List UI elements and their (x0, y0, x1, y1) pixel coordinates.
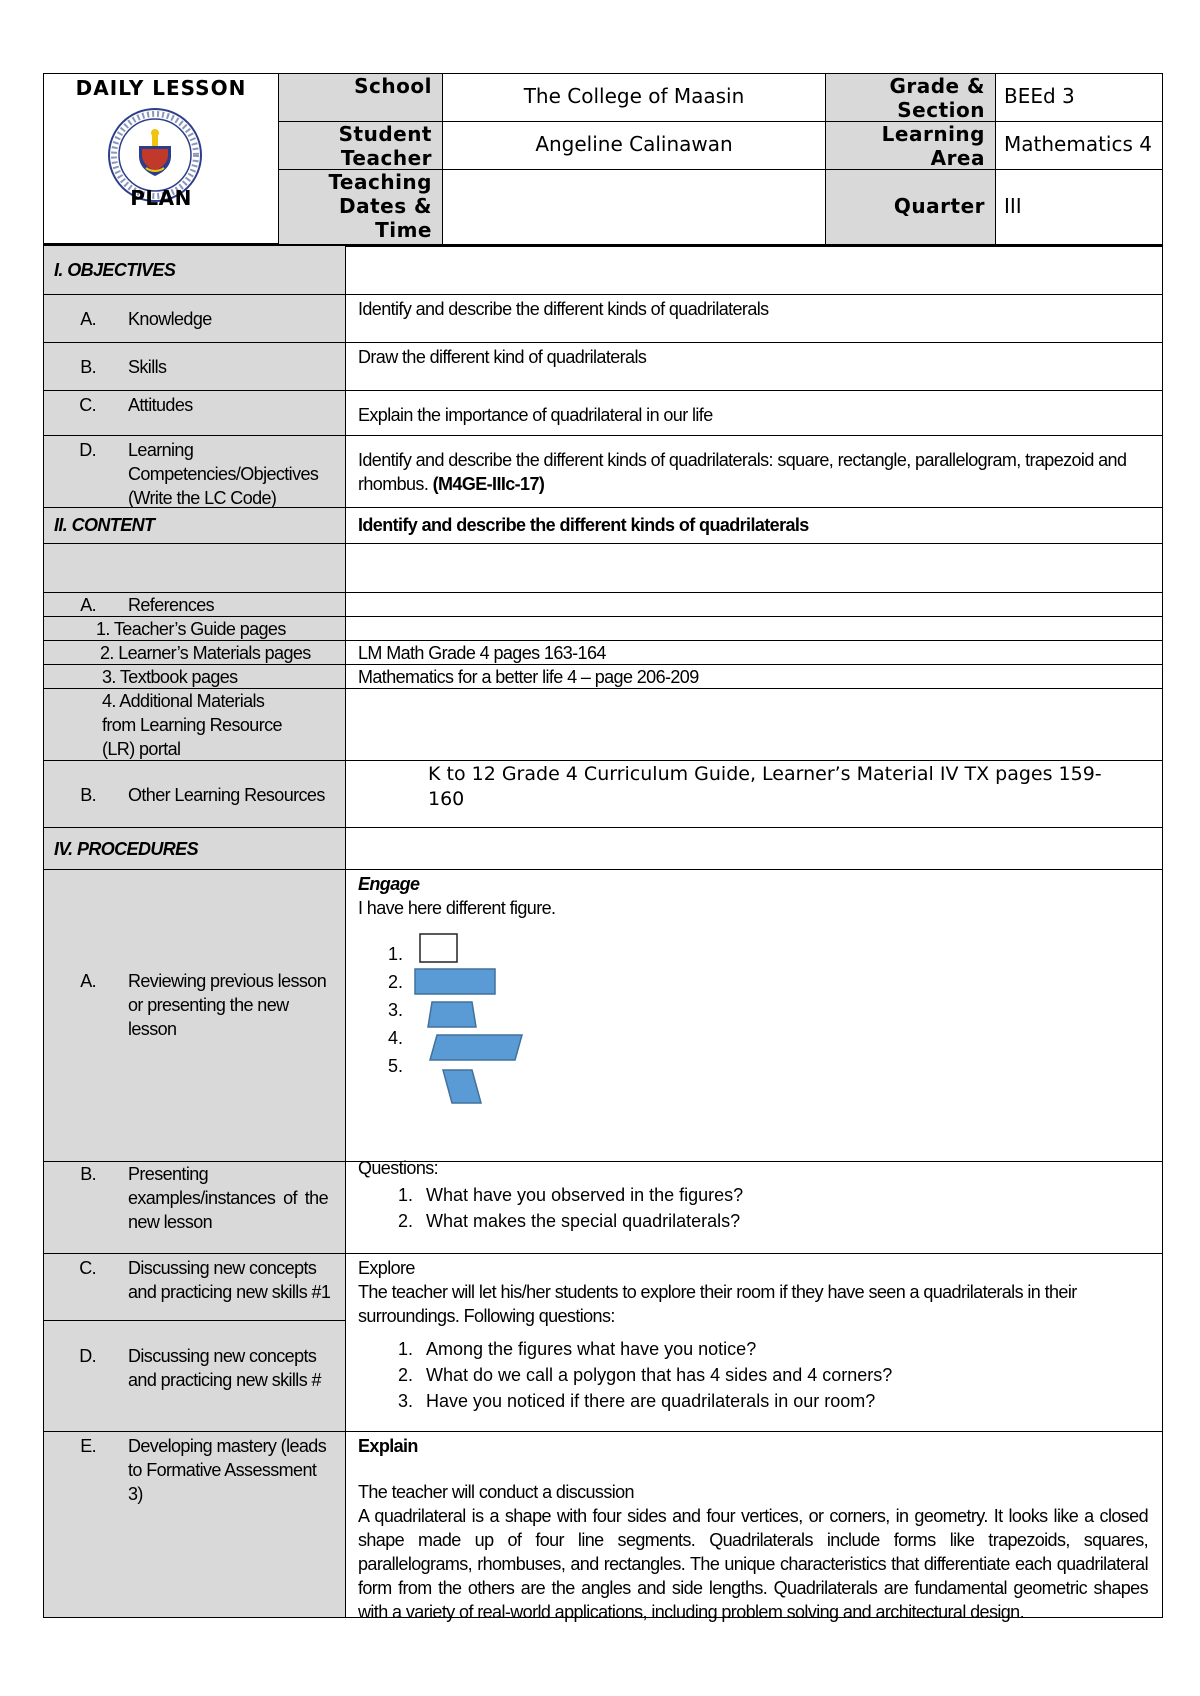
presenting-row: B. Presenting examples/instances of the new lesson Questions: 1. What have you observed in the figures? 2. What makes the special quadrilaterals? (43, 1162, 1163, 1254)
student-label: Student Teacher (279, 122, 443, 170)
procedures-heading-row (43, 828, 1163, 870)
discussing-1-label: Discussing new concepts and practicing new skills #1 (128, 1258, 331, 1302)
list-item: 1. Among the figures what have you notice? (418, 1336, 1162, 1362)
lc-code: (M4GE-IIIc-17) (432, 474, 545, 494)
knowledge-label: Knowledge (128, 309, 212, 329)
school-label: School (279, 74, 443, 122)
reviewing-label: Reviewing previous lesson or presenting the new lesson (128, 971, 327, 1039)
objectives-heading: I. OBJECTIVES (54, 260, 176, 280)
questions-list (346, 1182, 1162, 1234)
content-value: Identify and describe the different kinds of quadrilaterals (358, 515, 809, 535)
presenting-label: Presenting examples/instances of the new lesson (128, 1164, 328, 1232)
explore-block (358, 1256, 1152, 1328)
title-top: DAILY LESSON (75, 76, 247, 100)
other-resources-label: Other Learning Resources (128, 785, 325, 805)
rhombus-shape (443, 1070, 481, 1103)
area-value: Mathematics 4 (996, 122, 1162, 170)
dates-value (443, 170, 826, 244)
rectangle-shape (415, 969, 495, 994)
quarter-label: Quarter (826, 170, 996, 244)
explain-title: Explain (358, 1436, 418, 1456)
explore-text: The teacher will let his/her students to explore their room if they have seen a quadrilaterals in their surroundings. Following questions: (358, 1282, 1077, 1326)
questions-title: Questions: (358, 1158, 439, 1178)
competencies-row: D. Learning Competencies/Objectives (Write the LC Code) Identify and describe the different kinds of quadrilaterals: square, rectangle, parallelogram, trapezoid and rhombus. (M4GE-IIIc-17) (43, 436, 1163, 508)
explain-block (358, 1434, 1148, 1624)
content-heading: II. CONTENT (54, 515, 155, 535)
header-table (43, 73, 1163, 245)
engage-title: Engage (358, 874, 420, 894)
skills-value: Draw the different kind of quadrilaterals (358, 347, 647, 367)
skills-row: B. Skills Draw the different kind of quadrilaterals (43, 343, 1163, 391)
quadrilateral-figures (410, 925, 530, 1115)
lm-row (43, 641, 1163, 665)
school-value: The College of Maasin (443, 74, 826, 122)
figure-number-list: 1. 2. 3. 4. 5. (388, 944, 404, 1076)
developing-mastery-row: E. Developing mastery (leads to Formative Assessment 3) Explain The teacher will conduct a discussion A quadrilateral is a shape with four sides and four vertices, or corners, in geometry. It looks like a closed shape made up of four line segments. Quadrilaterals include forms like trapezoids, squares, parallelograms, rhombuses, and rectangles. The unique characteristics that differentiate each quadrilateral form from the others are the angles and side lengths. Quadrilaterals are fundamental geometric shapes with a variety of real-world applications, including problem solving and architectural design. (43, 1432, 1163, 1618)
other-resources-value: K to 12 Grade 4 Curriculum Guide, Learner’s Material IV TX pages 159-160 (428, 762, 1108, 812)
skills-label: Skills (128, 357, 167, 377)
grade-label: Grade & Section (826, 74, 996, 122)
lm-label: 2. Learner’s Materials pages (100, 643, 311, 663)
list-item: 2. What do we call a polygon that has 4 sides and 4 corners? (418, 1362, 1162, 1388)
explore-title: Explore (358, 1258, 415, 1278)
discussing-2-label: Discussing new concepts and practicing new skills # (128, 1346, 321, 1390)
additional-row (43, 689, 1163, 761)
blank-row (43, 544, 1163, 593)
additional-label: 4. Additional Materials from Learning Resource (LR) portal (102, 691, 282, 759)
competencies-value: Identify and describe the different kinds of quadrilaterals: square, rectangle, parallelogram, trapezoid and rhombus. (M4GE-IIIc-17) (358, 450, 1127, 494)
list-item: 3. Have you noticed if there are quadrilaterals in our room? (418, 1388, 1162, 1414)
textbook-label: 3. Textbook pages (102, 667, 238, 687)
list-item: 1. What have you observed in the figures? (418, 1182, 1162, 1208)
grade-value: BEEd 3 (996, 74, 1162, 122)
dates-label: Teaching Dates & Time (279, 170, 443, 244)
engage-text: I have here different figure. (358, 898, 556, 918)
title-block (44, 74, 279, 244)
textbook-value: Mathematics for a better life 4 – page 206-209 (358, 667, 699, 687)
attitudes-label: Attitudes (128, 395, 193, 415)
lm-value: LM Math Grade 4 pages 163-164 (358, 643, 606, 663)
developing-mastery-label: Developing mastery (leads to Formative Assessment 3) (128, 1436, 327, 1504)
objectives-heading-row (43, 246, 1163, 295)
reviewing-row: A. Reviewing previous lesson or presenting the new lesson Engage I have here different figure. (43, 870, 1163, 1162)
explain-text: A quadrilateral is a shape with four sides and four vertices, or corners, in geometry. It looks like a closed shape made up of four line segments. Quadrilaterals include forms like trapezoids, squares, parallelograms, rhombuses, and rectangles. The unique characteristics that differentiate each quadrilateral form from the others are the angles and side lengths. Quadrilaterals are fundamental geometric shapes with a variety of real-world applications, including problem solving and architectural design. (358, 1506, 1148, 1622)
content-row (43, 508, 1163, 544)
discussing-rows: C. Discussing new concepts and practicing new skills #1 D. Discussing new concepts and practicing new skills # Explore The teacher will let his/her students to explore their room if they have seen a quadrilaterals in their surroundings. Following questions: 1. Among the figures what have you notice? 2. What do we call a polygon that has 4 sides and 4 corners? 3. Have you noticed if there are quadrilaterals in our room? (43, 1254, 1163, 1432)
student-value: Angeline Calinawan (443, 122, 826, 170)
textbook-row (43, 665, 1163, 689)
attitudes-row: C. Attitudes Explain the importance of quadrilateral in our life (43, 391, 1163, 436)
other-resources-row: B. Other Learning Resources K to 12 Grade 4 Curriculum Guide, Learner’s Material IV TX pages 159-160 (43, 761, 1163, 828)
attitudes-value: Explain the importance of quadrilateral in our life (358, 405, 713, 425)
knowledge-value: Identify and describe the different kinds of quadrilaterals (358, 299, 769, 319)
references-label: References (128, 595, 215, 615)
title-bottom: PLAN (130, 186, 192, 210)
knowledge-row: A. Knowledge Identify and describe the different kinds of quadrilaterals (43, 295, 1163, 343)
parallelogram-shape (430, 1035, 522, 1060)
procedures-heading: IV. PROCEDURES (54, 839, 198, 859)
quarter-value: III (1004, 194, 1022, 218)
area-label: Learning Area (826, 122, 996, 170)
competencies-label: Learning Competencies/Objectives (Write the LC Code) (128, 440, 319, 508)
square-shape (420, 934, 457, 962)
tg-row (43, 617, 1163, 641)
trapezoid-shape (428, 1002, 476, 1027)
list-item: 2. What makes the special quadrilaterals? (418, 1208, 1162, 1234)
references-row: A. References (43, 593, 1163, 617)
tg-label: 1. Teacher’s Guide pages (96, 619, 286, 639)
explore-questions (346, 1336, 1162, 1414)
explain-intro: The teacher will conduct a discussion (358, 1482, 634, 1502)
